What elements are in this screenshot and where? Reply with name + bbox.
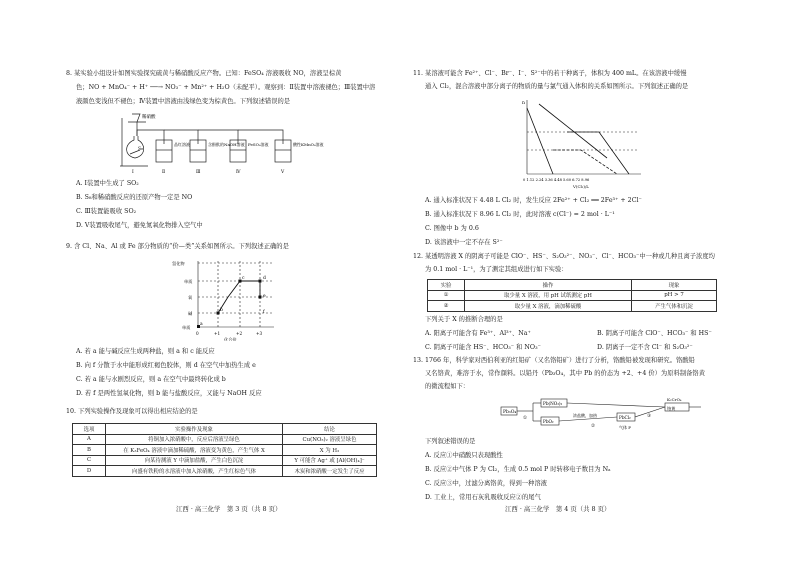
q10-stem: 10. 下列实验操作及现象可以得出相应结论的是 <box>66 408 198 415</box>
q8-stem-line-1: 8. 某实验小组设计如图实验探究硫黄与稀硝酸反应产物。已知：FeSO₄ 溶液吸收 NO，溶液呈棕黄 <box>66 70 342 77</box>
q8-label-acid: 稀硝酸 <box>142 115 156 120</box>
q10-cell: 木炭和浓硝酸一定发生了反应 <box>283 466 377 477</box>
q13-hcl: 浓盐酸，加热 <box>573 413 597 418</box>
table-row <box>73 445 377 456</box>
q13-product: 铬黄 <box>667 406 676 411</box>
q12-header-exp: 实验 <box>428 280 465 291</box>
q10-cell: 在 K₃FeO₄ 溶液中滴加稀硫酸，溶液变为黄色，产生气体 X <box>106 445 283 456</box>
q8-option-d[interactable]: D. Ⅴ装置吸收尾气，避免氮氧化物排入空气中 <box>76 222 203 229</box>
q9-point-e <box>259 296 262 299</box>
q10-table-header <box>73 424 377 435</box>
q8-option-b[interactable]: B. S₈和稀硝酸反应的还原产物一定是 NO <box>76 194 193 201</box>
q10-table <box>72 423 377 477</box>
q10-cell: 向盛有铁粉的水溶液中加入浓硝酸，产生红棕色气体 <box>106 466 283 477</box>
table-row <box>428 301 717 312</box>
q9-xlabel-0: 0 <box>196 331 199 336</box>
q8-label-II: Ⅱ <box>162 170 166 174</box>
q12-cell: pH > 7 <box>632 290 717 301</box>
q13-option-b[interactable]: B. 反应②中气体 P 为 Cl₂，生成 0.5 mol P 时转移电子数目为 Nₐ <box>425 466 611 473</box>
q11-option-c[interactable]: C. 图像中 b 为 0.6 <box>425 225 479 232</box>
q13-start: Pb₃O₄ <box>503 410 517 415</box>
q13-gas-p: 气体 P <box>619 425 631 430</box>
q8-label-V: Ⅴ <box>281 170 285 174</box>
q9-stem: 9. 含 Cl、Na、Al 或 Fe 部分物质的“价—类”关系如图所示。下列叙述正确的是 <box>66 243 289 250</box>
table-row <box>73 434 377 445</box>
q12-cell: ② <box>428 301 465 312</box>
q9-xtitle: 化合价 <box>224 337 237 341</box>
q13-option-c[interactable]: C. 反应③中，过滤分离铬黄，得到一种溶液 <box>425 480 547 487</box>
q9-ylabel-2: 单质 <box>184 279 193 284</box>
q8-label-bottle5: 酸性KMnO₄溶液 <box>293 142 324 147</box>
q10-header-conclusion: 结论 <box>283 424 377 435</box>
q9-label-d: d <box>263 276 266 281</box>
q10-cell: 向某待测液 Y 中滴加盐酸，产生白色沉淀 <box>106 455 283 466</box>
q13-option-d[interactable]: D. 工业上，常用石灰乳吸收反应②的尾气 <box>425 494 541 501</box>
q9-option-d[interactable]: D. 若 f 是两性氢氧化物，则 b 能与盐酸反应，又能与 NaOH 反应 <box>76 390 262 397</box>
q9-ylabel-3: 氧 <box>188 295 193 300</box>
q12-option-d[interactable]: D. 阴离子一定不含 Cl⁻ 和 S₂O₃²⁻ <box>597 344 693 351</box>
q8-option-c[interactable]: C. Ⅲ装置能吸收 SO₂ <box>76 208 137 215</box>
q8-apparatus-figure <box>118 110 328 174</box>
q8-option-a[interactable]: A. Ⅰ装置中生成了 SO₂ <box>76 180 139 187</box>
q9-label-b: b <box>220 308 223 313</box>
q10-cell: Y 可能含 Ag⁺ 或 [Al(OH)₄]⁻ <box>283 455 377 466</box>
q8-label-bottle4: FeSO₄溶液 <box>248 142 269 147</box>
q11-stem-line-1: 11. 某溶液可能含 Fe²⁺、Cl⁻、Br⁻、I⁻、S²⁻中的若干种离子，体积为 400 mL。在该溶液中缓慢 <box>413 70 687 77</box>
q12-table-header <box>428 280 717 291</box>
q13-pbo2: PbO₂ <box>543 419 554 424</box>
q8-label-III: Ⅲ <box>196 170 201 174</box>
q13-prompt: 下列叙述错误的是 <box>425 438 476 445</box>
q12-option-b[interactable]: B. 阴离子可能含 ClO⁻、HCO₃⁻ 和 HS⁻ <box>597 330 712 337</box>
q9-valence-figure <box>170 255 280 341</box>
q11-xvals: 0 1.12 2.24 3.36 4.48 5.60 6.72 8.96 <box>523 178 590 182</box>
q9-ylabel-4: 碱 <box>188 311 193 316</box>
q10-cell: B <box>73 445 106 456</box>
q9-option-a[interactable]: A. 若 a 能与碱反应生成两种盐，则 a 和 c 能反应 <box>76 348 215 355</box>
q10-header-option: 选项 <box>73 424 106 435</box>
q13-step-1: ① <box>523 416 528 421</box>
page-4 <box>397 0 794 566</box>
q12-option-a[interactable]: A. 阳离子可能含有 Fe³⁺、Al³⁺、Na⁺ <box>425 330 531 337</box>
page-4-footer: 江西 · 高三化学 第 4 页（共 8 页） <box>505 505 611 513</box>
q11-ylabel: n <box>522 101 525 106</box>
q12-prompt: 下列关于 X 的推断合理的是 <box>425 316 503 323</box>
q11-graph <box>517 96 647 192</box>
q8-stem-line-2: 色；NO + MnO₄⁻ + H⁺ ──→ NO₃⁻ + Mn²⁺ + H₂O（未配平）。观察到：Ⅱ装置中溶液褪色；Ⅲ装置中溶 <box>76 84 376 91</box>
q13-k2cro4: K₂CrO₄ <box>667 397 682 402</box>
q11-option-d[interactable]: D. 该溶液中一定不存在 S²⁻ <box>425 239 503 246</box>
q12-option-c[interactable]: C. 阴离子可能含 HS⁻、HCO₃⁻ 和 NO₃⁻ <box>425 344 541 351</box>
q9-ylabel-5: 单质 <box>182 325 191 330</box>
q9-label-c: c <box>242 276 245 281</box>
q12-header-phenomenon: 现象 <box>632 280 717 291</box>
q8-stem-line-3: 液颜色变浅但不褪色；Ⅳ装置中溶液由浅绿色变为棕黄色。下列叙述错误的是 <box>76 98 291 105</box>
q10-header-operation: 实验操作及现象 <box>106 424 283 435</box>
q8-label-bottle3: 含酚酞的NaOH溶液 <box>208 142 245 147</box>
q10-cell: Cu(NO₃)₂ 溶液呈绿色 <box>283 434 377 445</box>
q13-pbcl2: PbCl₂ <box>619 415 631 420</box>
q12-stem-line-1: 12. 某透明溶液 X 的阴离子可能是 ClO⁻、HS⁻、S₂O₃²⁻、NO₃⁻、Cl⁻、HCO₃⁻中一种或几种且离子浓度均 <box>413 253 715 260</box>
page-3-footer: 江西 · 高三化学 第 3 页（共 8 页） <box>176 505 282 513</box>
q13-step-2: ② <box>591 424 596 429</box>
q9-option-c[interactable]: C. 若 a 能与水剧烈反应，则 a 在空气中最终转化成 b <box>76 376 226 383</box>
q11-option-a[interactable]: A. 通入标准状况下 4.48 L Cl₂ 时，发生反应 2Fe²⁺ + Cl₂ ══ 2Fe³⁺ + 2Cl⁻ <box>425 197 642 204</box>
q10-cell: X 为 H₂ <box>283 445 377 456</box>
q13-stem-line-3: 的微流程如下： <box>425 383 470 390</box>
q9-xlabel-3: +3 <box>256 331 263 336</box>
q9-xlabel-1: +1 <box>214 331 221 336</box>
q13-flowchart <box>497 395 707 435</box>
q9-xlabel-2: +2 <box>236 331 243 336</box>
q10-cell: 将铜加入浓硝酸中，反应后溶液呈绿色 <box>106 434 283 445</box>
q9-ylabel-1: 氢化物 <box>172 261 185 266</box>
q12-cell: ① <box>428 290 465 301</box>
q13-pbno3: Pb(NO₃)₂ <box>543 401 563 406</box>
q9-option-b[interactable]: B. 向 f 分散于水中能形成红褐色胶体，则 d 在空气中加热生成 e <box>76 362 256 369</box>
q8-label-s8: S₈ <box>138 147 143 152</box>
q12-table <box>427 279 717 312</box>
q9-label-a: a <box>200 322 203 327</box>
q12-cell: 取少量 X 溶液，用 pH 试纸测定 pH <box>465 290 632 301</box>
q13-stem-line-2: 又名铬黄，难溶于水，常作颜料。以铅丹（Pb₃O₄，其中 Pb 的价态为 +2、+4 价）为原料制备铬黄 <box>425 370 706 377</box>
q9-label-f: f <box>263 310 265 315</box>
q8-label-bottle2: 品红溶液 <box>174 142 190 147</box>
table-row <box>73 466 377 477</box>
q13-step-3: ③ <box>647 414 652 419</box>
q10-cell: A <box>73 434 106 445</box>
q11-stem-line-2: 通入 Cl₂，混合溶液中部分离子的物质的量与氯气通入体积的关系如图所示。下列叙述正确的是 <box>425 83 689 90</box>
q9-point-d <box>259 280 262 283</box>
table-row <box>73 455 377 466</box>
q13-option-a[interactable]: A. 反应①中硝酸只表现酸性 <box>425 452 503 459</box>
q11-xlabel: V(Cl₂)/L <box>573 184 589 189</box>
table-row <box>428 290 717 301</box>
q12-stem-line-2: 为 0.1 mol · L⁻¹，为了测定其组成进行如下实验： <box>425 266 568 273</box>
q11-option-b[interactable]: B. 通入标准状况下 8.96 L Cl₂ 时，此时溶液 c(Cl⁻) = 2 mol · L⁻¹ <box>425 211 615 218</box>
q12-cell: 产生气体和沉淀 <box>632 301 717 312</box>
q8-label-IV: Ⅳ <box>236 170 241 174</box>
q12-cell: 取少量 X 溶液，滴加稀硫酸 <box>465 301 632 312</box>
q13-stem-line-1: 13. 1766 年，科学家对西伯利亚的红铅矿（又名铬铅矿）进行了分析，铬酸铅被发现和研究。铬酸铅 <box>413 357 695 364</box>
q10-cell: D <box>73 466 106 477</box>
q12-header-operation: 操作 <box>465 280 632 291</box>
q10-cell: C <box>73 455 106 466</box>
q9-label-e: e <box>263 294 266 299</box>
q8-label-I: Ⅰ <box>132 170 134 174</box>
